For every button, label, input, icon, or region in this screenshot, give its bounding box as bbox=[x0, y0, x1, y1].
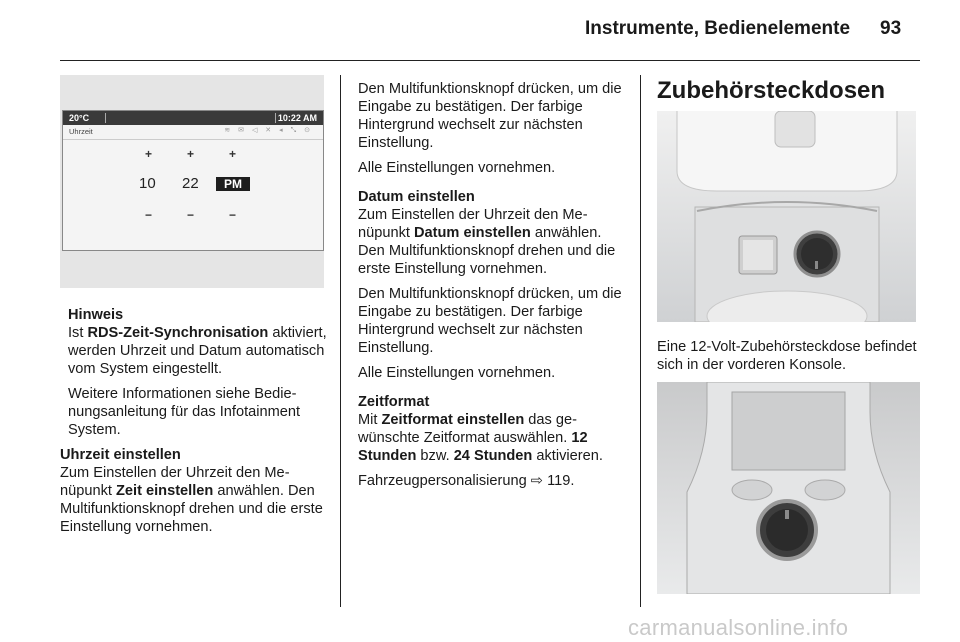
text-span: Zum Einstellen der Uhrzeit den Menüpunkt bbox=[60, 465, 290, 499]
infotainment-screen-illustration bbox=[62, 110, 324, 251]
screen-time: 10:22 AM bbox=[277, 113, 317, 123]
column-divider bbox=[340, 75, 341, 607]
note-box bbox=[60, 306, 328, 439]
minute-value: 22 bbox=[182, 175, 199, 192]
paragraph: Den Multifunktionsknopf drücken, um die Eingabe zu bestätigen. Der farbige Hintergrund wechselt zur nächsten Einstellung. bbox=[358, 286, 622, 356]
menu-term: Datum einstellen bbox=[414, 225, 531, 241]
screen-bar-separator bbox=[105, 113, 106, 123]
screen-status-icons: ≋ ✉ ◁ ✕ ◂ ⤡ ⊙ bbox=[224, 127, 313, 134]
screen-menu-title: Uhrzeit bbox=[69, 127, 93, 136]
screen-bar-separator bbox=[275, 113, 276, 123]
column-divider bbox=[640, 75, 641, 607]
text-span: Fahrzeugpersonalisierung bbox=[358, 473, 531, 489]
paragraph bbox=[358, 411, 626, 465]
paragraph: Alle Einstellungen vornehmen. bbox=[358, 365, 556, 381]
minute-minus-button: − bbox=[187, 208, 195, 222]
text-span: bzw. bbox=[416, 448, 454, 464]
header-divider bbox=[60, 60, 920, 61]
console-photo-bottom-drawing bbox=[657, 382, 920, 594]
section-datum bbox=[358, 188, 626, 382]
screen-status-bar bbox=[63, 111, 323, 125]
paragraph bbox=[358, 206, 626, 278]
console-photo-top bbox=[657, 111, 916, 322]
hour-minus-button: − bbox=[145, 208, 153, 222]
watermark: carmanualsonline.info bbox=[628, 615, 849, 640]
section-title: Zeitformat bbox=[358, 394, 430, 410]
page-number: 93 bbox=[880, 18, 902, 39]
text-span: Mit bbox=[358, 412, 382, 428]
text-span: Ist bbox=[68, 325, 88, 341]
period-minus-button: − bbox=[229, 208, 237, 222]
menu-term: Zeitformat einstellen bbox=[381, 412, 525, 428]
paragraph: Alle Einstellungen vornehmen. bbox=[358, 160, 556, 176]
page-header-title: Instrumente, Bedienelemente bbox=[585, 18, 851, 39]
caption-text: Eine 12-Volt-Zubehörsteckdose befindet sich in der vorderen Konsole. bbox=[657, 339, 917, 373]
menu-term: Zeit einstellen bbox=[116, 483, 214, 499]
hour-plus-button: + bbox=[145, 147, 153, 161]
section-title: Uhrzeit einstellen bbox=[60, 447, 181, 463]
photo-caption bbox=[657, 338, 925, 381]
screen-temperature: 20°C bbox=[69, 113, 90, 123]
page-reference[interactable]: 119. bbox=[543, 473, 575, 489]
note-title: Hinweis bbox=[68, 307, 124, 323]
text-span: aktivieren. bbox=[532, 448, 603, 464]
reference-arrow-icon: ⇨ bbox=[530, 473, 544, 489]
menu-term: RDS-Zeit-Synchronisation bbox=[87, 325, 269, 341]
paragraph: Den Multifunktionsknopf drücken, um die Eingabe zu bestätigen. Der farbige Hintergrund wechselt zur nächsten Einstellung. bbox=[358, 81, 622, 151]
section-heading: Zubehörsteckdosen bbox=[657, 77, 886, 104]
hour-value: 10 bbox=[139, 175, 156, 192]
console-photo-bottom bbox=[657, 382, 920, 594]
menu-term: 12 Stunden bbox=[358, 430, 588, 464]
menu-term: 24 Stunden bbox=[453, 448, 533, 464]
text-span: aktiviert, werden Uhrzeit und Datum automatisch vom System eingestellt. bbox=[68, 325, 327, 377]
column-middle bbox=[358, 80, 626, 497]
section-title: Datum einstellen bbox=[358, 189, 475, 205]
section-zeitformat bbox=[358, 393, 626, 490]
text-span: Zum Einstellen der Uhrzeit den Menüpunkt bbox=[358, 207, 588, 241]
note-paragraph bbox=[68, 324, 328, 378]
text-span: anwählen. Den Multifunktionsknopf drehen und die erste Einstellung vornehmen. bbox=[60, 483, 323, 535]
note-paragraph: Weitere Informationen siehe Bedienungsanleitung für das Infotainment System. bbox=[68, 386, 301, 438]
period-value: PM bbox=[216, 177, 250, 191]
text-span: anwählen. Den Multifunktionsknopf drehen und die erste Einstellung vornehmen. bbox=[358, 225, 616, 277]
period-plus-button: + bbox=[229, 147, 237, 161]
cross-reference bbox=[358, 472, 626, 490]
column-left bbox=[60, 306, 328, 543]
text-span: das gewünschte Zeitformat auswählen. bbox=[358, 412, 577, 446]
console-photo-top-drawing bbox=[657, 111, 916, 322]
minute-plus-button: + bbox=[187, 147, 195, 161]
screen-menu-header bbox=[63, 125, 323, 140]
paragraph bbox=[60, 464, 328, 536]
section-uhrzeit bbox=[60, 446, 328, 536]
